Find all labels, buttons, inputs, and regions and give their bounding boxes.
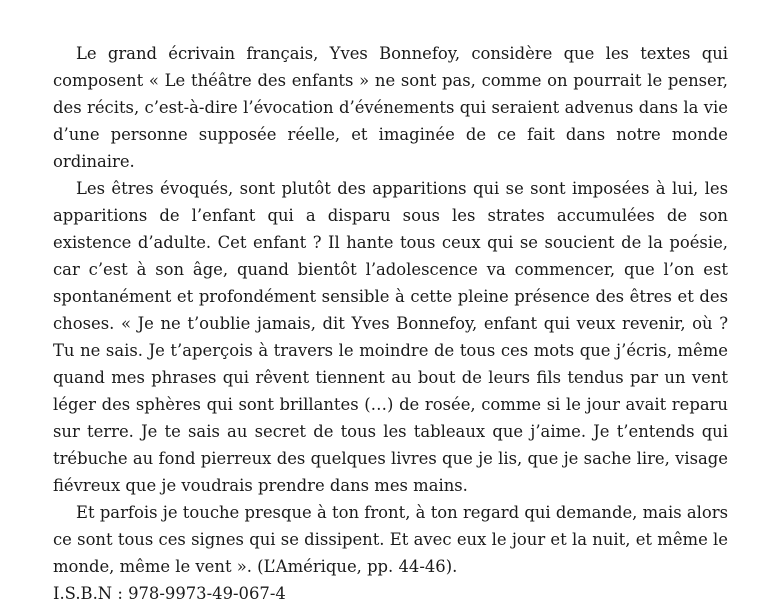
paragraph-3: Et parfois je touche presque à ton front, à ton regard qui demande, mais alors ce sont tous ces signes qui se dissipent. Et avec eux le jour et la nuit, et même le monde, même le vent ». (L’Amérique, pp. 44-46). [53,503,728,576]
isbn-line: I.S.B.N : 978-9973-49-067-4 [53,584,286,603]
document-page [53,40,728,607]
paragraph-2: Les êtres évoqués, sont plutôt des apparitions qui se sont imposées à lui, les apparitions de l’enfant qui a disparu sous les strates accumulées de son existence d’adulte. Cet enfant ? Il hante tous ceux qui se soucient de la poésie, car c’est à son âge, quand bientôt l’adolescence va commencer, que l’on est spontanément et profondément sensible à cette pleine présence des êtres et des choses. « Je ne t’oublie jamais, dit Yves Bonnefoy, enfant qui veux revenir, où ? Tu ne sais. Je t’aperçois à travers le moindre de tous ces mots que j’écris, même quand mes phrases qui rêvent tiennent au bout de leurs fils tendus par un vent léger des sphères qui sont brillantes (…) de rosée, comme si le jour avait reparu sur terre. Je te sais au secret de tous les tableaux que j’aime. Je t’entends qui trébuche au fond pierreux des quelques livres que je lis, que je sache lire, visage fiévreux que je voudrais prendre dans mes mains. [53,179,728,495]
paragraph-1: Le grand écrivain français, Yves Bonnefoy, considère que les textes qui composent « Le théâtre des enfants » ne sont pas, comme on pourrait le penser, des récits, c’est-à-dire l’évocation d’événements qui seraient advenus dans la vie d’une personne supposée réelle, et imaginée de ce fait dans notre monde ordinaire. [53,44,728,171]
